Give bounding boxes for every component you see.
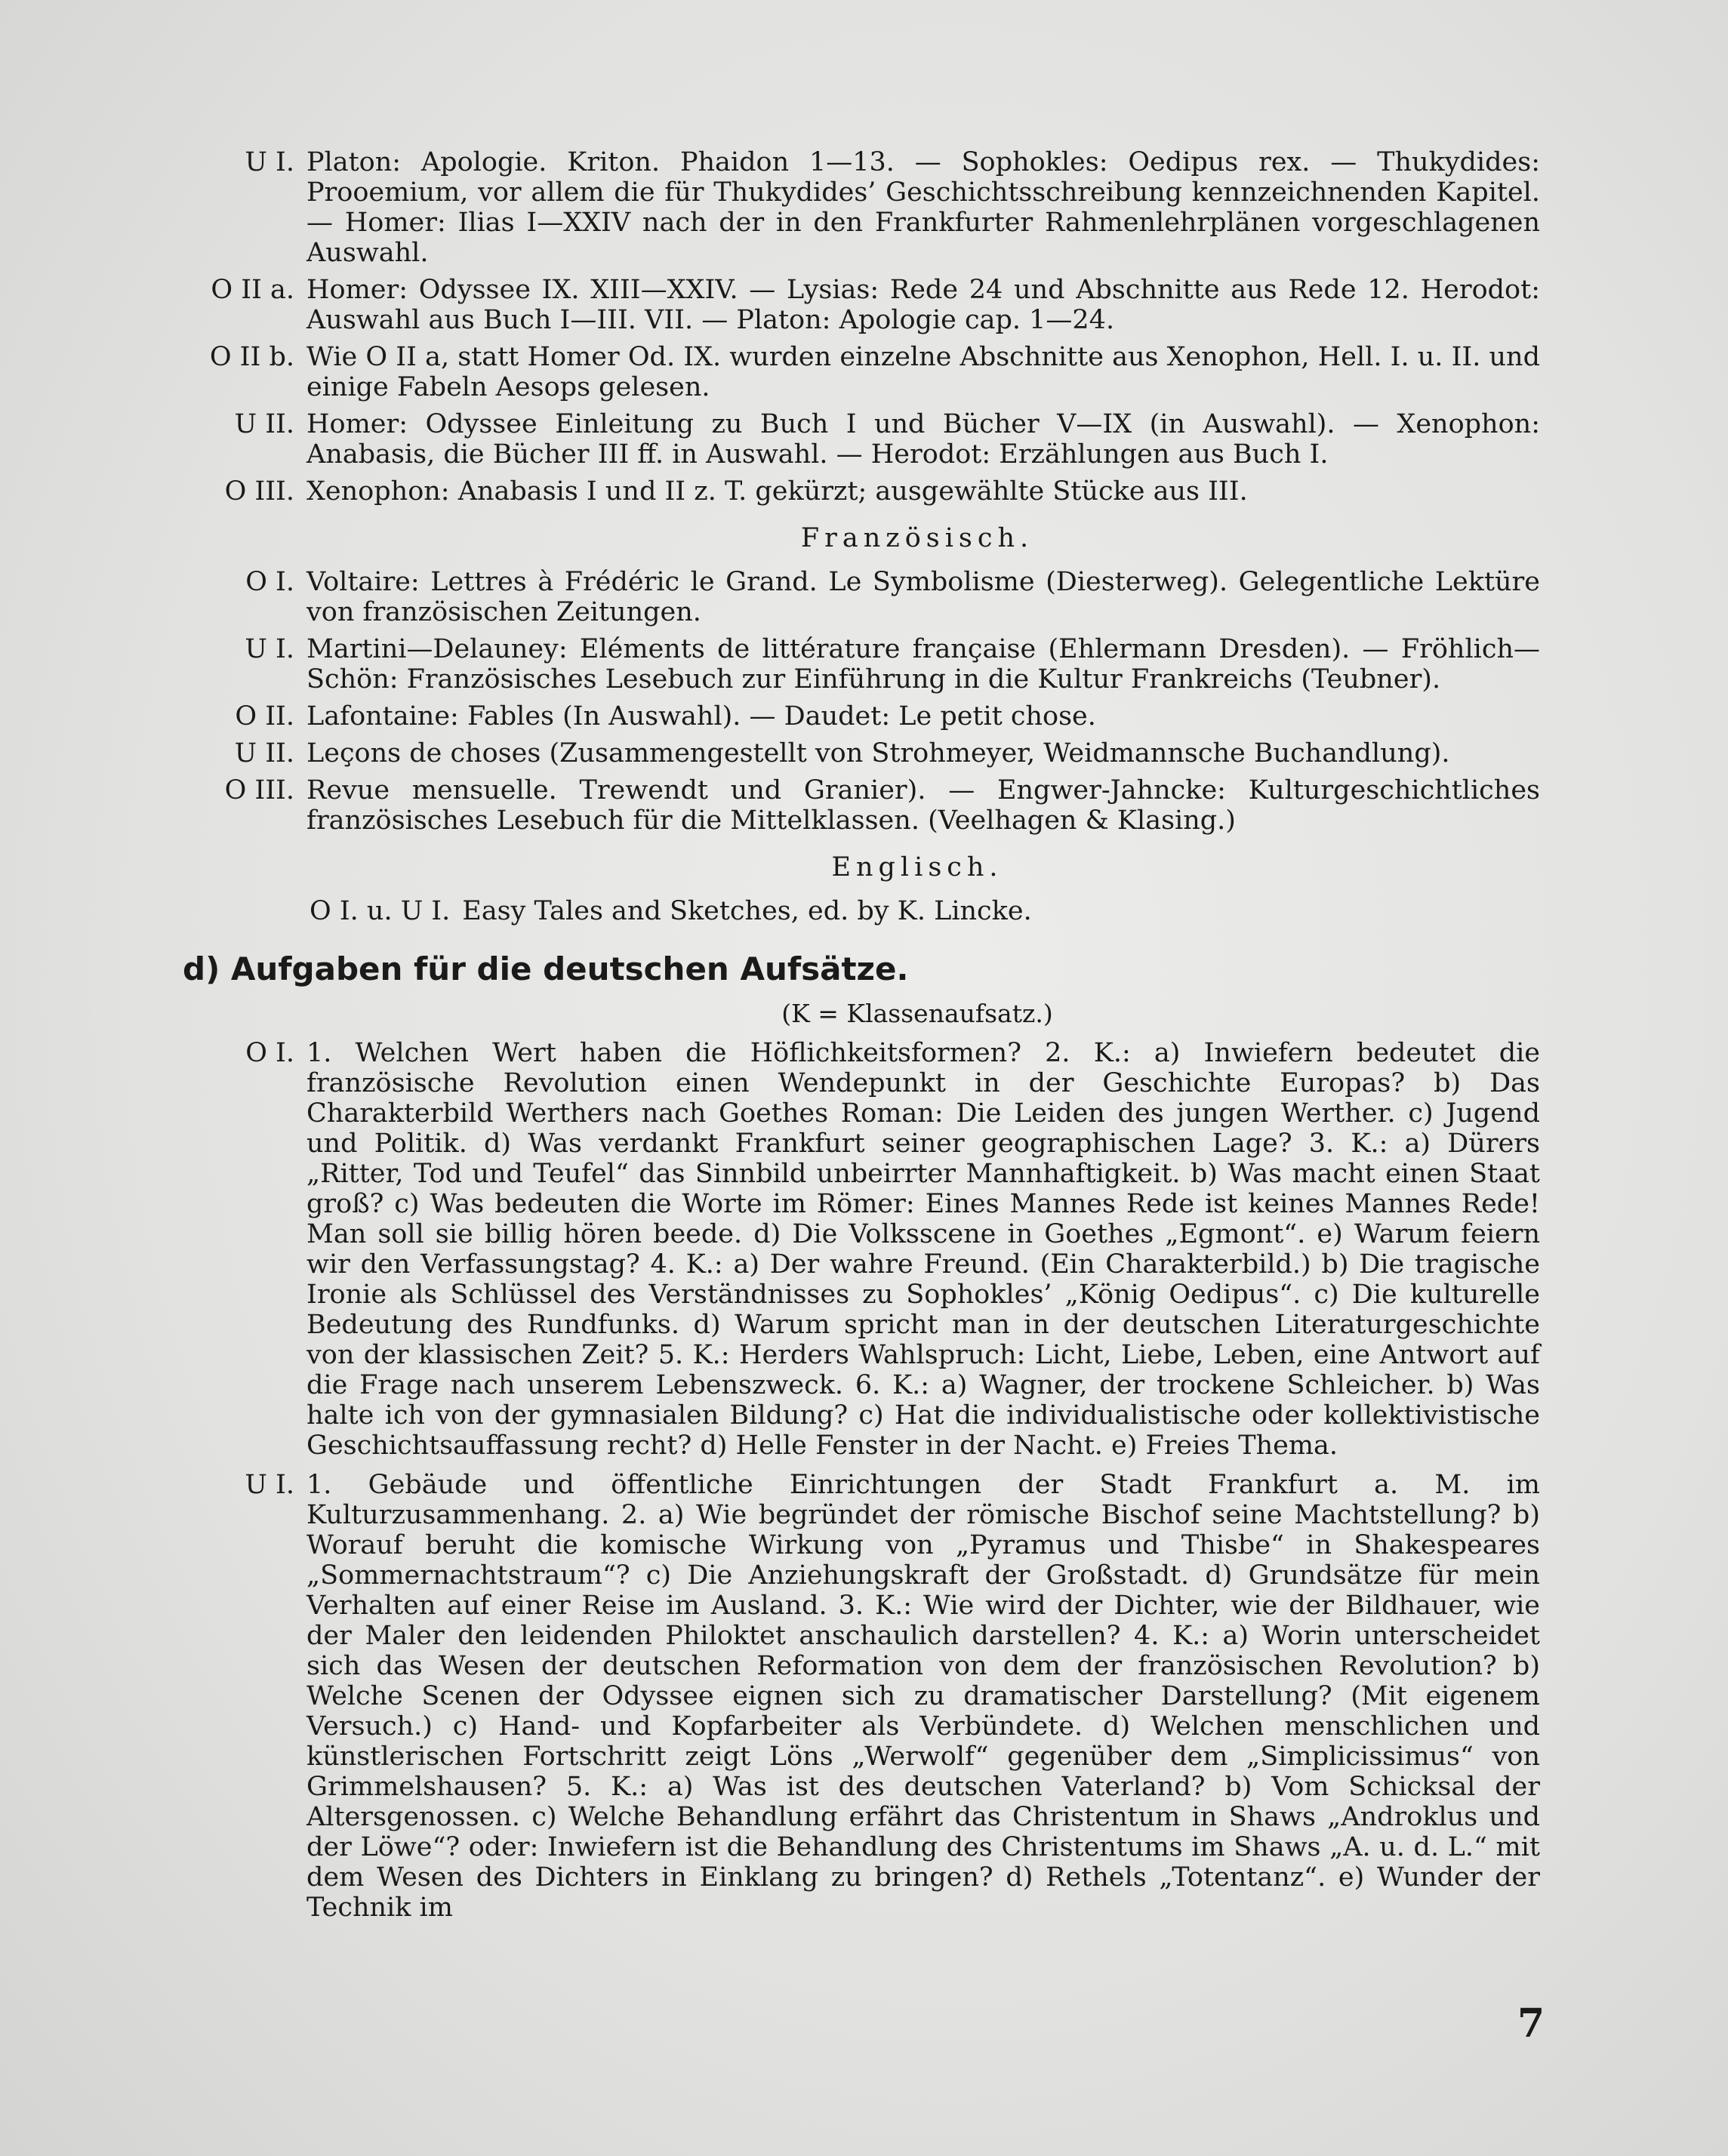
english-reading-list — [189, 896, 1540, 926]
class-label: O II b. — [209, 342, 294, 372]
essays-section-heading: d) Aufgaben für die deutschen Aufsätze. — [183, 950, 909, 987]
class-label: U I. — [245, 634, 294, 664]
essay-text: 1. Welchen Wert haben die Höflichkeitsformen? 2. K.: a) Inwiefern bedeutet die französische Revolution einen Wendepunkt in der Geschichte Europas? b) Das Charakterbild Werthers nach Goethes Roman: Die Leiden des jungen Werther. c) Jugend und Politik. d) Was verdankt Frankfurt seiner geographischen Lage? 3. K.: a) Dürers „Ritter, Tod und Teufel“ das Sinnbild unbeirrter Mannhaftigkeit. b) Was macht einen Staat groß? c) Was bedeuten die Worte im Römer: Eines Mannes Rede ist keines Mannes Rede! Man soll sie billig hören beede. d) Die Volksscene in Goethes „Egmont“. e) Warum feiern wir den Verfassungstag? 4. K.: a) Der wahre Freund. (Ein Charakterbild.) b) Die tragische Ironie als Schlüssel des Verständnisses zu Sophokles’ „König Oedipus“. c) Die kulturelle Bedeutung des Rundfunks. d) Warum spricht man in der deutschen Literaturgeschichte von der klassischen Zeit? 5. K.: Herders Wahlspruch: Licht, Liebe, Leben, eine Antwort auf die Frage nach unserem Lebenszweck. 6. K.: a) Wagner, der trockene Schleicher. b) Was halte ich von der gymnasialen Bildung? c) Hat die individualistische oder kollektivistische Geschichtsauffassung recht? d) Helle Fenster in der Nacht. e) Freies Thema. — [306, 1038, 1540, 1461]
reading-text: Homer: Odyssee Einleitung zu Buch I und Bücher V—IX (in Auswahl). — Xenophon: Anabasis, die Bücher III ff. in Auswahl. — Herodot: Erzählungen aus Buch I. — [306, 409, 1540, 470]
french-heading: Französisch. — [800, 523, 1034, 553]
class-label: U I. — [245, 147, 294, 177]
reading-entry — [189, 342, 1540, 402]
reading-entry — [189, 896, 1540, 926]
reading-entry — [189, 775, 1540, 836]
reading-text: Revue mensuelle. Trewendt und Granier). — Engwer-Jahncke: Kulturgeschichtliches französisches Lesebuch für die Mittelklassen. (Veelhagen & Klasing.) — [306, 775, 1540, 836]
reading-entry — [189, 738, 1540, 768]
english-heading: Englisch. — [831, 852, 1003, 882]
reading-text: Martini—Delauney: Eléments de littérature française (Ehlermann Dresden). — Fröhlich—Schön: Französisches Lesebuch zur Einführung in die Kultur Frankreichs (Teubner). — [306, 634, 1540, 695]
class-label: O III. — [224, 476, 294, 507]
essay-topics-list — [189, 1038, 1540, 1923]
page-number: 7 — [1517, 2000, 1545, 2047]
class-label: U I. — [245, 1470, 294, 1500]
reading-text: Wie O II a, statt Homer Od. IX. wurden einzelne Abschnitte aus Xenophon, Hell. I. u. II. und einige Fabeln Aesops gelesen. — [306, 342, 1540, 402]
reading-entry — [189, 275, 1540, 335]
reading-entry — [189, 476, 1540, 507]
class-label: O II. — [235, 701, 294, 732]
reading-entry — [189, 567, 1540, 627]
essays-note: (K = Klassenaufsatz.) — [781, 999, 1053, 1028]
class-label: O I. u. U I. — [310, 896, 451, 926]
essay-entry — [189, 1470, 1540, 1923]
essay-text: 1. Gebäude und öffentliche Einrichtungen der Stadt Frankfurt a. M. im Kulturzusammenhang. 2. a) Wie begründet der römische Bischof seine Machtstellung? b) Worauf beruht die komische Wirkung von „Pyramus und Thisbe“ in Shakespeares „Sommernachtstraum“? c) Die Anziehungskraft der Großstadt. d) Grundsätze für mein Verhalten auf einer Reise im Ausland. 3. K.: Wie wird der Dichter, wie der Bildhauer, wie der Maler den leidenden Philoktet anschaulich darstellen? 4. K.: a) Worin unterscheidet sich das Wesen der deutschen Reformation von dem der französischen Revolution? b) Welche Scenen der Odyssee eignen sich zu dramatischer Darstellung? (Mit eigenem Versuch.) c) Hand- und Kopfarbeiter als Verbündete. d) Welchen menschlichen und künstlerischen Fortschritt zeigt Löns „Werwolf“ gegenüber dem „Simplicissimus“ von Grimmelshausen? 5. K.: a) Was ist des deutschen Vaterland? b) Vom Schicksal der Altersgenossen. c) Welche Behandlung erfährt das Christentum in Shaws „Androklus und der Löwe“? oder: Inwiefern ist die Behandlung des Christentums im Shaws „A. u. d. L.“ mit dem Wesen des Dichters in Einklang zu bringen? d) Rethels „Totentanz“. e) Wunder der Technik im — [306, 1470, 1540, 1923]
reading-text: Leçons de choses (Zusammengestellt von Strohmeyer, Weidmannsche Buchandlung). — [306, 738, 1450, 768]
reading-entry — [189, 147, 1540, 268]
class-label: U II. — [234, 409, 294, 439]
greek-reading-list — [189, 147, 1540, 507]
french-reading-list — [189, 567, 1540, 836]
class-label: O I. — [245, 567, 294, 597]
reading-text: Easy Tales and Sketches, ed. by K. Lincke. — [462, 896, 1032, 926]
reading-text: Lafontaine: Fables (In Auswahl). — Daudet: Le petit chose. — [306, 701, 1096, 732]
reading-text: Voltaire: Lettres à Frédéric le Grand. Le Symbolisme (Diesterweg). Gelegentliche Lektüre von französischen Zeitungen. — [306, 567, 1540, 627]
reading-text: Xenophon: Anabasis I und II z. T. gekürzt; ausgewählte Stücke aus III. — [306, 476, 1248, 507]
reading-entry — [189, 634, 1540, 695]
reading-entry — [189, 701, 1540, 732]
class-label: U II. — [234, 738, 294, 768]
reading-text: Platon: Apologie. Kriton. Phaidon 1—13. — Sophokles: Oedipus rex. — Thukydides: Prooemium, vor allem die für Thukydides’ Geschichtsschreibung kennzeichnenden Kapitel. — Homer: Ilias I—XXIV nach der in den Frankfurter Rahmenlehrplänen vorgeschlagenen Auswahl. — [306, 147, 1540, 268]
class-label: O III. — [224, 775, 294, 805]
reading-text: Homer: Odyssee IX. XIII—XXIV. — Lysias: Rede 24 und Abschnitte aus Rede 12. Herodot: Auswahl aus Buch I—III. VII. — Platon: Apologie cap. 1—24. — [306, 275, 1540, 335]
reading-entry — [189, 409, 1540, 470]
class-label: O II a. — [211, 275, 294, 305]
essay-entry — [189, 1038, 1540, 1461]
class-label: O I. — [245, 1038, 294, 1068]
page-content — [183, 147, 1540, 1923]
